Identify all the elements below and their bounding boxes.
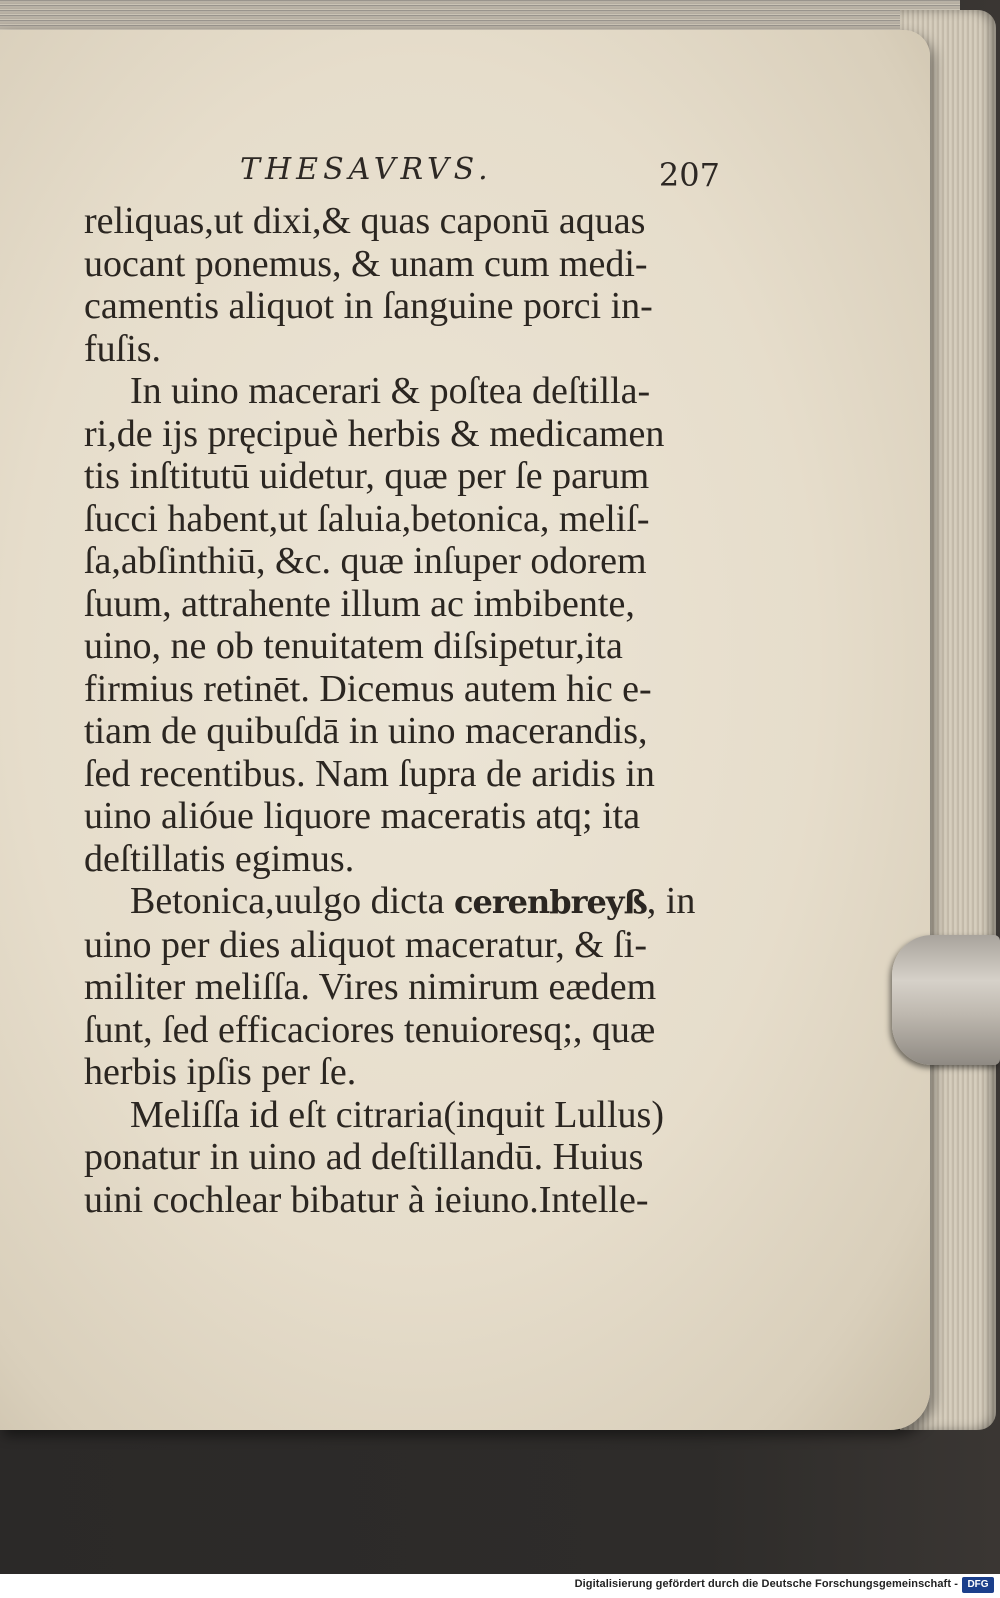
text-line: herbis ipſis per ſe. xyxy=(84,1051,357,1093)
running-title: THESAVRVS. xyxy=(240,152,493,187)
page-header xyxy=(240,152,720,202)
text-line: tiam de quibuſdā in uino macerandis, xyxy=(84,710,648,752)
text-line: uino, ne ob tenuitatem diſsipetur,ita xyxy=(84,625,623,667)
text-line: ri,de ijs pręcipuè herbis & medicamen xyxy=(84,412,665,455)
page-number: 207 xyxy=(658,156,720,194)
text-line: uini cochlear bibatur à ieiuno.Intelle- xyxy=(84,1178,649,1221)
text-line: deſtillatis egimus. xyxy=(84,837,355,880)
blackletter-word: cerenbreyß xyxy=(453,883,647,921)
text-line: Meliſſa id eſt citraria(inquit Lullus) xyxy=(130,1093,664,1136)
text-line: ſunt, ſed efficaciores tenuioresq;, quæ xyxy=(84,1008,656,1051)
text-line: uocant ponemus, & unam cum medi- xyxy=(84,242,648,285)
body-text xyxy=(84,200,724,1221)
dfg-logo: DFG xyxy=(962,1577,994,1593)
text-line: uino per dies aliquot maceratur, & ſi- xyxy=(84,923,648,966)
text-line: reliquas,ut dixi,& quas caponū aquas xyxy=(84,200,646,242)
text-line: ſa,abſinthiū, &c. quæ inſuper odorem xyxy=(84,540,647,582)
para2-end: , in xyxy=(646,880,696,922)
page-clip xyxy=(892,935,1000,1065)
footer-credit: Digitalisierung gefördert durch die Deutsche Forschungsgemeinschaft - xyxy=(574,1578,958,1590)
text-line: firmius retinēt. Dicemus autem hic e- xyxy=(84,667,652,710)
para2-start: Betonica,uulgo dicta xyxy=(130,880,445,922)
text-line: fuſis. xyxy=(84,327,162,370)
text-line: ſuum, attrahente illum ac imbibente, xyxy=(84,582,635,625)
text-line: ſucci habent,ut ſaluia,betonica, meliſ- xyxy=(84,497,650,540)
text-line: ſed recentibus. Nam ſupra de aridis in xyxy=(84,752,655,795)
text-line: tis inſtitutū uidetur, quæ per ſe parum xyxy=(84,455,650,497)
text-line: militer meliſſa. Vires nimirum eædem xyxy=(84,966,657,1008)
text-line: camentis aliquot in ſanguine porci in- xyxy=(84,285,653,327)
text-line-with-blackletter xyxy=(84,880,724,924)
text-line: ponatur in uino ad deſtillandū. Huius xyxy=(84,1136,644,1178)
text-line: uino alióue liquore maceratis atq; ita xyxy=(84,795,641,837)
text-line: In uino macerari & poſtea deſtilla- xyxy=(130,370,651,412)
